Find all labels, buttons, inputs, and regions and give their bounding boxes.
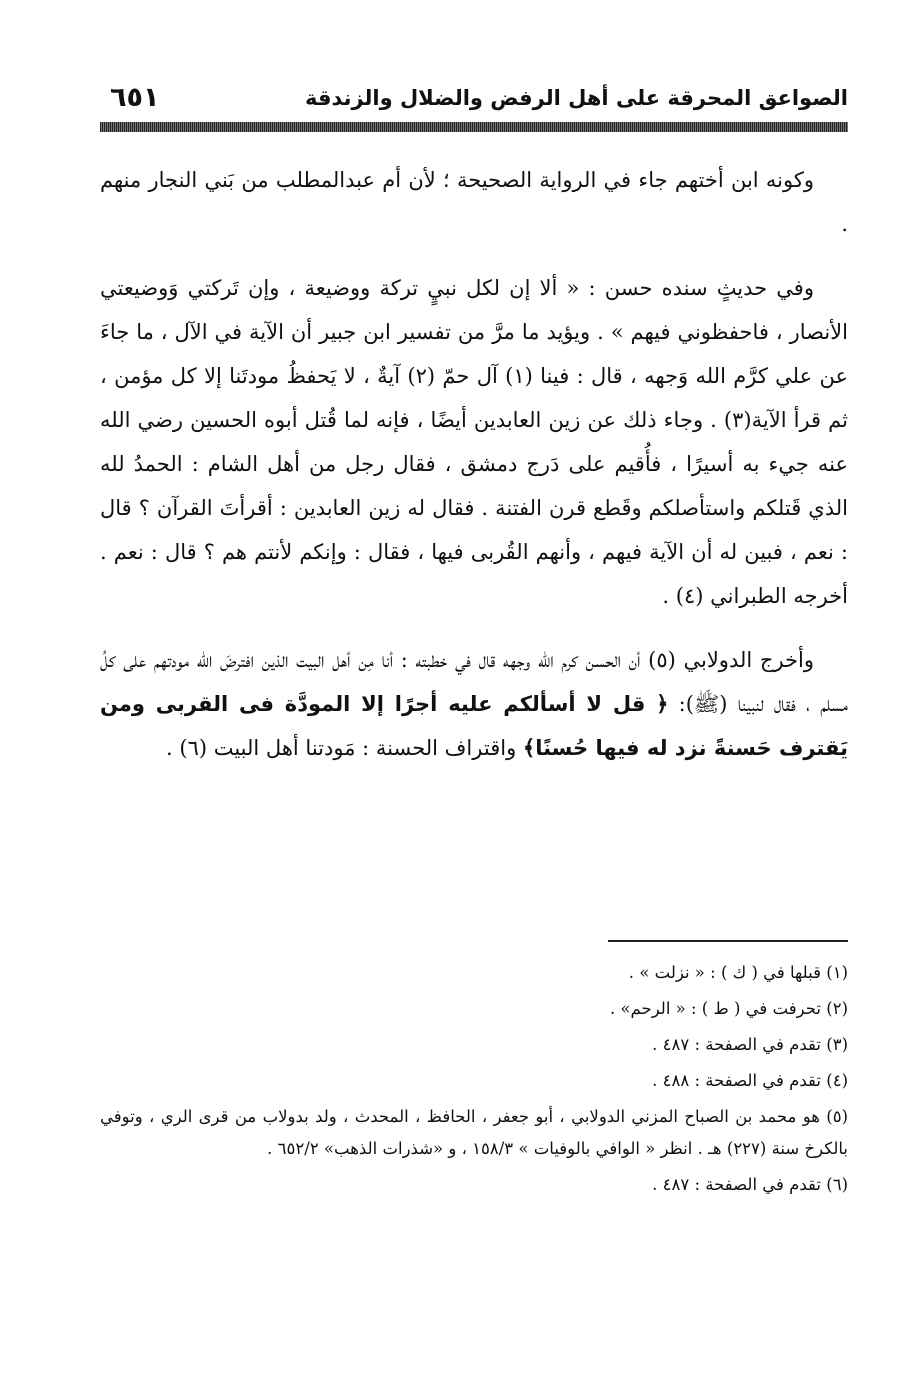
running-title: الصواعق المحرقة على أهل الرفض والضلال والزندقة (304, 86, 848, 110)
footnotes (100, 957, 848, 1205)
paragraph-2: وفي حديثٍ سنده حسن : « ألا إن لكل نبيٍ تركة ووضيعة ، وإن تَركتي وَوضيعتي الأنصار ، فاحفظوني فيهم » . ويؤيد ما مرَّ من تفسير ابن جبير أن الآية في الآل ، ما جاءَ عن علي كرَّم الله وَجهه ، قال : فينا (١) آل حمّ (٢) آيةٌ ، لا يَحفظُ مودتَنا إلا كل مؤمن ، ثم قرأ الآية(٣) . وجاء ذلك عن زين العابدين أيضًا ، فإنه لما قُتل أبوه الحسين رضي الله عنه جيء به أسيرًا ، فأُقيم على دَرج دمشق ، فقال رجل من أهل الشام : الحمدُ لله الذي قَتلكم واستأصلكم وقَطع قرن الفتنة . فقال له زين العابدين : أقرأتَ القرآن ؟ قال : نعم ، فبين له أن الآية فيهم ، وأنهم القُربى فيها ، فقال : وإنكم لأنتم هم ؟ قال : نعم . أخرجه الطبراني (٤) . (100, 276, 848, 608)
paragraph-3-conclusion: واقتراف الحسنة : مَودتنا أهل البيت (٦) . (166, 736, 517, 760)
paragraph-3-intro: وأخرج الدولابي (٥) أن الحسن كرم الله وجهه قال في خطبته : أنا مِن أهل البيت الذين افترضَ الله مودتهم على كلُ مسلم ، فقال لنبينا (ﷺ): (100, 648, 848, 716)
footnote-4: (٤) تقدم في الصفحة : ٤٨٨ . (652, 1071, 848, 1090)
footnote-6: (٦) تقدم في الصفحة : ٤٨٧ . (652, 1175, 848, 1194)
footnote-1: (١) قبلها في ( ك ) : « نزلت » . (628, 963, 848, 982)
page-number: ٦٥١ (110, 82, 160, 113)
paragraph-1: وكونه ابن أختهم جاء في الرواية الصحيحة ؛ لأن أم عبدالمطلب من بَني النجار منهم . (100, 168, 848, 236)
footnote-2: (٢) تحرفت في ( ط ) : « الرحم» . (609, 999, 848, 1018)
header-rule (100, 122, 848, 132)
paragraph-3 (100, 638, 848, 770)
footnote-3: (٣) تقدم في الصفحة : ٤٨٧ . (652, 1035, 848, 1054)
quran-verse: ﴿ قل لا أسألكم عليه أجرًا إلا المودَّة فى القربى ومن يَقترف حَسنةً نزد له فيها حُسنًا﴾ (100, 692, 848, 760)
page-header (100, 82, 848, 122)
main-text (100, 158, 848, 770)
footnote-5: (٥) هو محمد بن الصباح المزني الدولابي ، أبو جعفر ، الحافظ ، المحدث ، ولد بدولاب من قرى الري ، وتوفي بالكرخ سنة (٢٢٧) هـ . انظر « الوافي بالوفيات » ١٥٨/٣ ، و «شذرات الذهب» ٦٥٢/٢ . (100, 1107, 848, 1158)
footnote-rule (608, 940, 848, 942)
